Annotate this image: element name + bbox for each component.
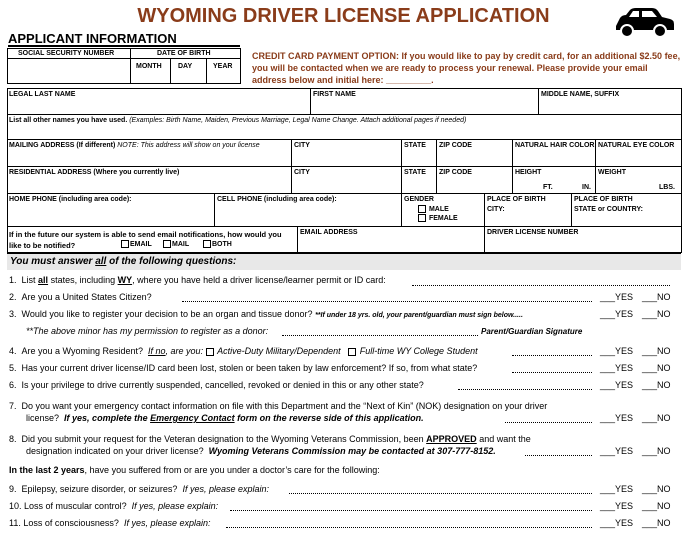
q11-text: Loss of consciousness?	[23, 518, 119, 528]
q7-text-c: If yes, complete the	[64, 413, 151, 423]
q10-explain: If yes, please explain:	[131, 501, 219, 511]
q7-number: 7.	[9, 401, 17, 411]
q11-no[interactable]: ___NO	[642, 518, 671, 528]
mailing-text: MAILING ADDRESS (If different)	[9, 142, 116, 149]
cell-phone-label: CELL PHONE (including area code):	[217, 196, 337, 203]
birth-city-label: CITY:	[487, 206, 505, 213]
q5-state-line[interactable]	[512, 372, 592, 373]
q9-text: Epilepsy, seizure disorder, or seizures?	[21, 484, 178, 494]
q4-if-no: If no	[148, 346, 166, 356]
q10-yes[interactable]: ___YES	[600, 501, 634, 511]
q6-yes[interactable]: ___YES	[600, 380, 634, 390]
dob-label: DATE OF BIRTH	[157, 50, 211, 57]
weight-label: WEIGHT	[598, 169, 626, 176]
q3-text: Would you like to register your decision to be an organ and tissue donor?	[21, 309, 313, 319]
q4-student-label: Full-time WY College Student	[359, 346, 478, 356]
q4-student-checkbox[interactable]	[348, 348, 356, 356]
middle-name-label: MIDDLE NAME, SUFFIX	[541, 91, 620, 98]
residential-zip-label: ZIP CODE	[439, 169, 472, 176]
height-in-label: IN.	[582, 184, 591, 191]
mailing-note: NOTE: This address will show on your license	[117, 142, 260, 149]
q8-text-c: and want the	[476, 434, 531, 444]
credit-card-option: CREDIT CARD PAYMENT OPTION: If you would like to pay by credit card, for an additional $2.50 fee, you will be contacted when we are ready to process your renewal. Please provide your email address below and initial here: _________.	[252, 51, 681, 85]
q10-text: Loss of muscular control?	[24, 501, 127, 511]
mailing-zip-label: ZIP CODE	[439, 142, 472, 149]
last-two-years-heading	[9, 465, 380, 476]
question-8-line2	[26, 446, 496, 457]
q7-no[interactable]: ___NO	[642, 413, 671, 423]
q9-explain: If yes, please explain:	[182, 484, 270, 494]
page-title: WYOMING DRIVER LICENSE APPLICATION	[137, 5, 550, 27]
height-label: HEIGHT	[515, 169, 542, 176]
question-3	[9, 309, 523, 321]
male-label: MALE	[428, 205, 449, 213]
question-7-line2	[26, 413, 424, 424]
section-title: APPLICANT INFORMATION	[8, 31, 177, 46]
email-checkbox[interactable]	[121, 240, 129, 248]
q9-number: 9.	[9, 484, 17, 494]
q10-explain-line[interactable]	[230, 510, 592, 511]
q1-text-a: List	[21, 275, 39, 285]
birth-city-heading: PLACE OF BIRTH	[487, 196, 546, 203]
birth-state-label: STATE or COUNTRY:	[574, 206, 643, 213]
residential-state-label: STATE	[404, 169, 426, 176]
car-icon	[610, 6, 676, 40]
q3-no[interactable]: ___NO	[642, 309, 671, 319]
residential-label: RESIDENTIAL ADDRESS (Where you currently live)	[9, 169, 180, 176]
license-number-label: DRIVER LICENSE NUMBER	[487, 229, 579, 236]
gender-label: GENDER	[404, 196, 434, 203]
q8-text-e: Wyoming Veterans Commission may be contacted at 307-777-8152.	[208, 446, 496, 456]
q1-text-wy: WY	[117, 275, 133, 285]
ssn-input[interactable]	[8, 59, 129, 83]
mailing-label	[9, 142, 260, 150]
questions-header	[7, 253, 681, 270]
must-answer-all: all	[95, 256, 107, 267]
notify-email-option[interactable]	[121, 240, 152, 249]
section-underline	[8, 45, 240, 47]
q5-text: Has your current driver license/ID card been lost, stolen or been taken by law enforcement? If so, from what state?	[21, 363, 478, 373]
hair-color-label: NATURAL HAIR COLOR	[515, 142, 595, 149]
q7-text-a: Do you want your emergency contact information on file with this Department and the “Next of Kin” (NOK) designation on your driver	[21, 401, 548, 411]
q7-emergency-contact: Emergency Contact	[150, 413, 235, 423]
q5-yes[interactable]: ___YES	[600, 363, 634, 373]
ssn-label: SOCIAL SECURITY NUMBER	[18, 50, 115, 57]
question-9	[9, 484, 269, 495]
height-ft-label: FT.	[543, 184, 553, 191]
q1-text-e: , where you have held a driver license/learner permit or ID card:	[132, 275, 386, 285]
gender-female-option[interactable]	[418, 214, 458, 223]
q8-no[interactable]: ___NO	[642, 446, 671, 456]
must-answer-pre: You must answer	[10, 256, 96, 267]
q9-no[interactable]: ___NO	[642, 484, 671, 494]
other-names-label	[9, 117, 466, 125]
mailing-state-label: STATE	[404, 142, 426, 149]
q7-yes[interactable]: ___YES	[600, 413, 634, 423]
q1-number: 1.	[9, 275, 17, 285]
both-option-label: BOTH	[212, 240, 232, 248]
residential-city-label: CITY	[294, 169, 310, 176]
q11-explain: If yes, please explain:	[123, 518, 211, 528]
question-7	[9, 401, 547, 412]
birth-state-heading: PLACE OF BIRTH	[574, 196, 633, 203]
day-label: DAY	[178, 63, 193, 70]
q10-number: 10.	[9, 501, 22, 511]
q6-number: 6.	[9, 380, 17, 390]
last-two-years-text: , have you suffered from or are you under a doctor’s care for the following:	[84, 465, 380, 475]
eye-color-label: NATURAL EYE COLOR	[598, 142, 675, 149]
question-6	[9, 380, 424, 391]
q4-no[interactable]: ___NO	[642, 346, 671, 356]
last-two-years-bold: In the last 2 years	[9, 465, 85, 475]
question-2	[9, 292, 152, 303]
q8-yes[interactable]: ___YES	[600, 446, 634, 456]
q1-text-c: states, including	[48, 275, 118, 285]
gender-male-option[interactable]	[418, 205, 449, 214]
question-1	[9, 275, 386, 286]
female-label: FEMALE	[428, 214, 458, 222]
female-checkbox[interactable]	[418, 214, 426, 222]
q5-number: 5.	[9, 363, 17, 373]
question-8	[9, 434, 531, 445]
notify-label: If in the future our system is able to send email notifications, how would you like to be notified?	[9, 230, 282, 250]
q3-yes[interactable]: ___YES	[600, 309, 634, 319]
q2-number: 2.	[9, 292, 17, 302]
notify-both-option[interactable]	[203, 240, 232, 249]
q2-no[interactable]: ___NO	[642, 292, 671, 302]
q3-minor-permission: **The above minor has my permission to register as a donor:	[26, 326, 269, 336]
q7-text-e: form on the reverse side of this application.	[234, 413, 424, 423]
both-checkbox[interactable]	[203, 240, 211, 248]
q4-military-checkbox[interactable]	[206, 348, 214, 356]
q4-military-label: Active-Duty Military/Dependent	[217, 346, 341, 356]
q8-number: 8.	[9, 434, 17, 444]
q4-text-a: Are you a Wyoming Resident?	[21, 346, 144, 356]
parent-signature-label: Parent/Guardian Signature	[481, 327, 583, 336]
q2-yes[interactable]: ___YES	[600, 292, 634, 302]
other-names-text: List all other names you have used.	[9, 117, 128, 124]
male-checkbox[interactable]	[418, 205, 426, 213]
mailing-city-label: CITY	[294, 142, 310, 149]
q4-yes[interactable]: ___YES	[600, 346, 634, 356]
email-option-label: EMAIL	[130, 240, 152, 248]
question-5	[9, 363, 477, 374]
mail-option-label: MAIL	[172, 240, 190, 248]
q5-no[interactable]: ___NO	[642, 363, 671, 373]
q9-explain-line[interactable]	[289, 493, 592, 494]
mail-checkbox[interactable]	[163, 240, 171, 248]
q10-no[interactable]: ___NO	[642, 501, 671, 511]
year-label: YEAR	[213, 63, 233, 70]
q6-no[interactable]: ___NO	[642, 380, 671, 390]
first-name-label: FIRST NAME	[313, 91, 356, 98]
q11-explain-line[interactable]	[226, 527, 592, 528]
must-answer-post: of the following questions:	[106, 256, 237, 267]
q1-answer-line[interactable]	[412, 285, 670, 286]
last-name-label: LEGAL LAST NAME	[9, 91, 76, 98]
q8-text-d: designation indicated on your driver license?	[26, 446, 204, 456]
other-names-example: (Examples: Birth Name, Maiden, Previous Marriage, Legal Name Change. Attach additional pages if needed)	[129, 117, 467, 124]
weight-lbs-label: LBS.	[659, 184, 675, 191]
question-10	[9, 501, 218, 512]
q8-text-a: Did you submit your request for the Veteran designation to the Wyoming Veterans Commission, been	[21, 434, 427, 444]
q6-text: Is your privilege to drive currently suspended, cancelled, revoked or denied in this or any other state?	[21, 380, 424, 390]
email-address-label: EMAIL ADDRESS	[300, 229, 358, 236]
q9-yes[interactable]: ___YES	[600, 484, 634, 494]
q11-number: 11.	[9, 518, 21, 528]
q4-text-c: , are you:	[165, 346, 204, 356]
parent-signature-line[interactable]	[282, 335, 478, 336]
question-11	[9, 518, 211, 529]
q3-number: 3.	[9, 309, 17, 319]
notify-mail-option[interactable]	[163, 240, 189, 249]
q7-text-b: license?	[26, 413, 60, 423]
home-phone-label: HOME PHONE (including area code):	[9, 196, 132, 203]
month-label: MONTH	[136, 63, 162, 70]
q11-yes[interactable]: ___YES	[600, 518, 634, 528]
q3-note: **If under 18 yrs. old, your parent/guardian must sign below.....	[315, 312, 523, 319]
q1-text-all: all	[38, 275, 49, 285]
q2-text: Are you a United States Citizen?	[21, 292, 152, 302]
question-4	[9, 346, 478, 357]
q4-number: 4.	[9, 346, 17, 356]
q8-approved: APPROVED	[426, 434, 477, 444]
